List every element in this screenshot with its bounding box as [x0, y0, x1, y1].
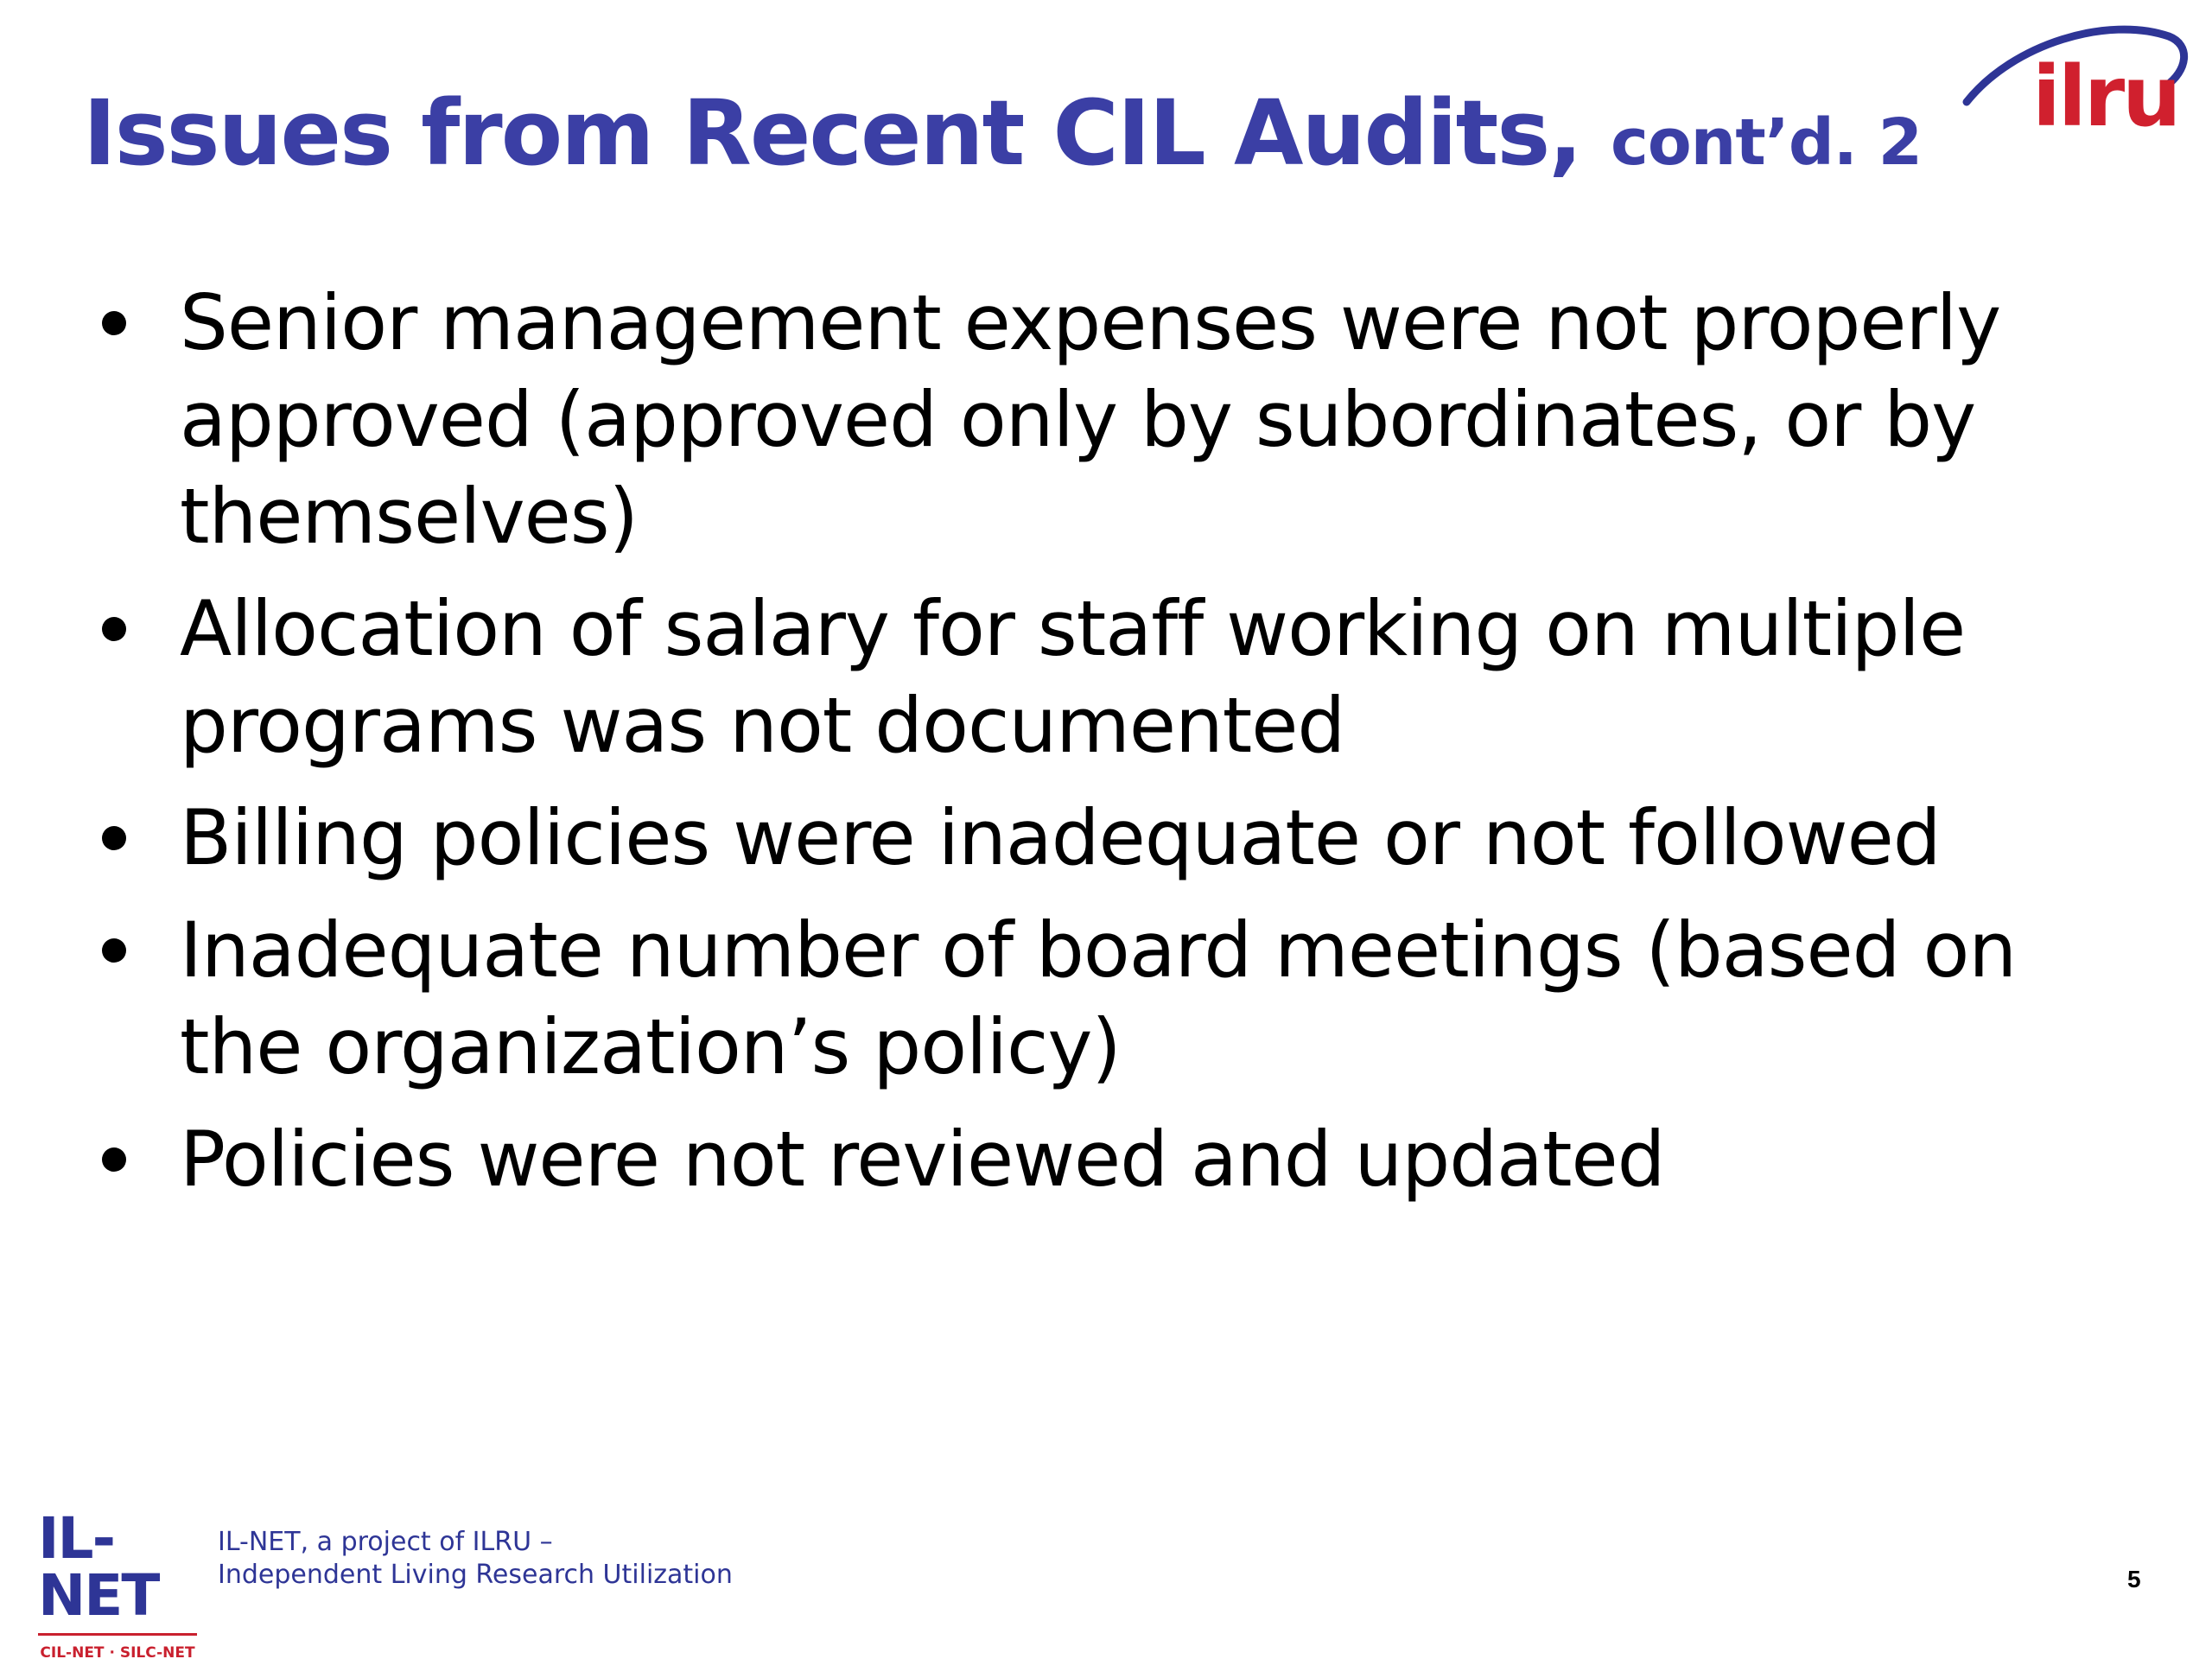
page-number: 5: [2127, 1566, 2141, 1592]
il-net-logo-text: IL-NET: [38, 1505, 159, 1629]
il-net-logo-rule: [38, 1633, 197, 1636]
footer-credit-line-1: IL-NET, a project of ILRU –: [218, 1527, 553, 1557]
bullet-text: Billing policies were inadequate or not followed: [180, 793, 1941, 882]
bullet-dot: [102, 1147, 126, 1172]
bullet-item: [97, 1111, 2110, 1208]
bullet-item: [97, 275, 2110, 565]
bullet-item: [97, 902, 2110, 1096]
slide-title-suffix: cont’d. 2: [1610, 105, 1923, 180]
slide-title: [83, 79, 1922, 188]
footer-credit: [218, 1526, 733, 1592]
bullet-dot: [102, 826, 126, 850]
bullet-text: Policies were not reviewed and updated: [180, 1115, 1665, 1204]
bullet-text: Senior management expenses were not properly approved (approved only by subordinates, or by themselves): [180, 278, 2001, 561]
ilru-logo: [1961, 17, 2195, 147]
bullet-text: Allocation of salary for staff working on multiple programs was not documented: [180, 584, 1966, 770]
bullet-item: [97, 581, 2110, 774]
il-net-logo: [38, 1505, 211, 1659]
bullet-list: [97, 275, 2110, 1224]
bullet-item: [97, 790, 2110, 887]
il-net-logo-subtext: CIL-NET · SILC-NET: [40, 1644, 195, 1659]
slide-title-main: Issues from Recent CIL Audits,: [83, 80, 1581, 186]
bullet-text: Inadequate number of board meetings (based on the organization’s policy): [180, 906, 2017, 1091]
bullet-dot: [102, 938, 126, 963]
footer-credit-line-2: Independent Living Research Utilization: [218, 1560, 733, 1590]
ilru-logo-text: ilru: [2032, 48, 2179, 145]
bullet-dot: [102, 311, 126, 335]
bullet-dot: [102, 617, 126, 641]
